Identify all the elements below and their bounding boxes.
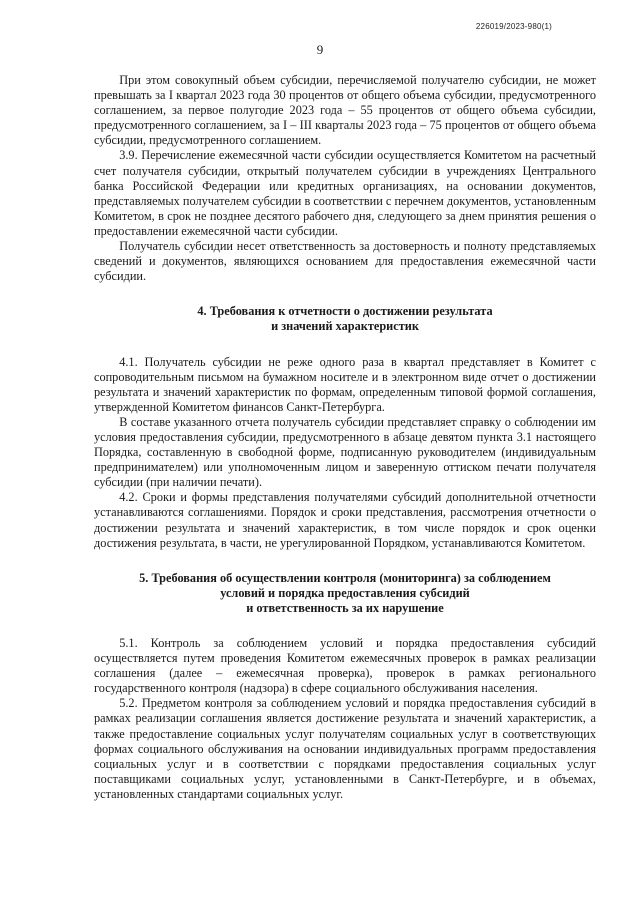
paragraph-subsidy-limits: При этом совокупный объем субсидии, перечисляемой получателю субсидии, не может превышать за I квартал 2023 года 30 процентов от общего объема субсидии, предусмотренного соглашением, за первое полугодие 2023 года – 55 процентов от общего объема субсидии, предусмотренного соглашением, за I – III кварталы 2023 года – 75 процентов от общего объема субсидии, предусмотренного соглашением.	[94, 73, 596, 148]
section-5-heading	[94, 571, 596, 616]
section-4-heading-line-1: 4. Требования к отчетности о достижении результата	[197, 304, 493, 319]
page-number: 9	[316, 42, 324, 57]
paragraph-4-1: 4.1. Получатель субсидии не реже одного раза в квартал представляет в Комитет с сопроводительным письмом на бумажном носителе и в электронном виде отчет о достижении результата и значений характеристик по формам, определенным типовой формой соглашения, утвержденной Комитетом финансов Санкт-Петербурга.	[94, 354, 596, 414]
paragraph-responsibility: Получатель субсидии несет ответственность за достоверность и полноту представляемых сведений и документов, являющихся основанием для предоставления ежемесячной части субсидии.	[94, 239, 596, 284]
paragraph-report-certificate: В составе указанного отчета получатель субсидии представляет справку о соблюдении им условия предоставления субсидии, предусмотренного в абзаце девятом пункта 3.1 настоящего Порядка, составленную в свободной форме, подписанную руководителем (индивидуальным предпринимателем) или уполномоченным лицом и заверенную оттиском печати получателя субсидии (при наличии печати).	[94, 414, 596, 490]
document-number: 226019/2023-980(1)	[475, 22, 552, 31]
section-5-heading-line-3: и ответственность за их нарушение	[246, 600, 444, 615]
document-body	[94, 73, 596, 802]
paragraph-3-9: 3.9. Перечисление ежемесячной части субсидии осуществляется Комитетом на расчетный счет получателя субсидии, открытый получателем субсидии в учреждениях Центрального банка Российской Федерации или кредитных организациях, на основании документов, представляемых получателем субсидии в соответствии с перечнем документов, установленным Комитетом, в срок не позднее десятого рабочего дня, следующего за днем принятия решения о предоставлении ежемесячной части субсидии.	[94, 148, 596, 238]
paragraph-4-2: 4.2. Сроки и формы представления получателями субсидий дополнительной отчетности устанавливаются соглашениями. Порядок и сроки представления, рассмотрения отчетности о достижении результата и значений характеристик, в том числе порядок и срок оценки достижения результата, в части, не урегулированной Порядком, устанавливаются Комитетом.	[94, 490, 596, 550]
paragraph-5-1: 5.1. Контроль за соблюдением условий и порядка предоставления субсидий осуществляется путем проведения Комитетом ежемесячных проверок в рамках реализации соглашения (далее – ежемесячная проверка), проверок в рамках регионального государственного контроля (надзора) в сфере социального обслуживания населения.	[94, 636, 596, 696]
section-4-heading-line-2: и значений характеристик	[271, 319, 419, 334]
section-4-heading	[94, 304, 596, 334]
section-5-heading-line-1: 5. Требования об осуществлении контроля (мониторинга) за соблюдением	[139, 570, 551, 585]
section-5-heading-line-2: условий и порядка предоставления субсидий	[220, 585, 470, 600]
paragraph-5-2: 5.2. Предметом контроля за соблюдением условий и порядка предоставления субсидий в рамках реализации соглашения является достижение результата и значений характеристик, а также предоставление социальных услуг получателям социальных услуг в соответствующих формах социального обслуживания на основании индивидуальных программ предоставления социальных услуг и в соответствии с порядками предоставления социальных услуг поставщиками социальных услуг, установленными в Санкт-Петербурге, и в объемах, установленных стандартами социальных услуг.	[94, 696, 596, 801]
